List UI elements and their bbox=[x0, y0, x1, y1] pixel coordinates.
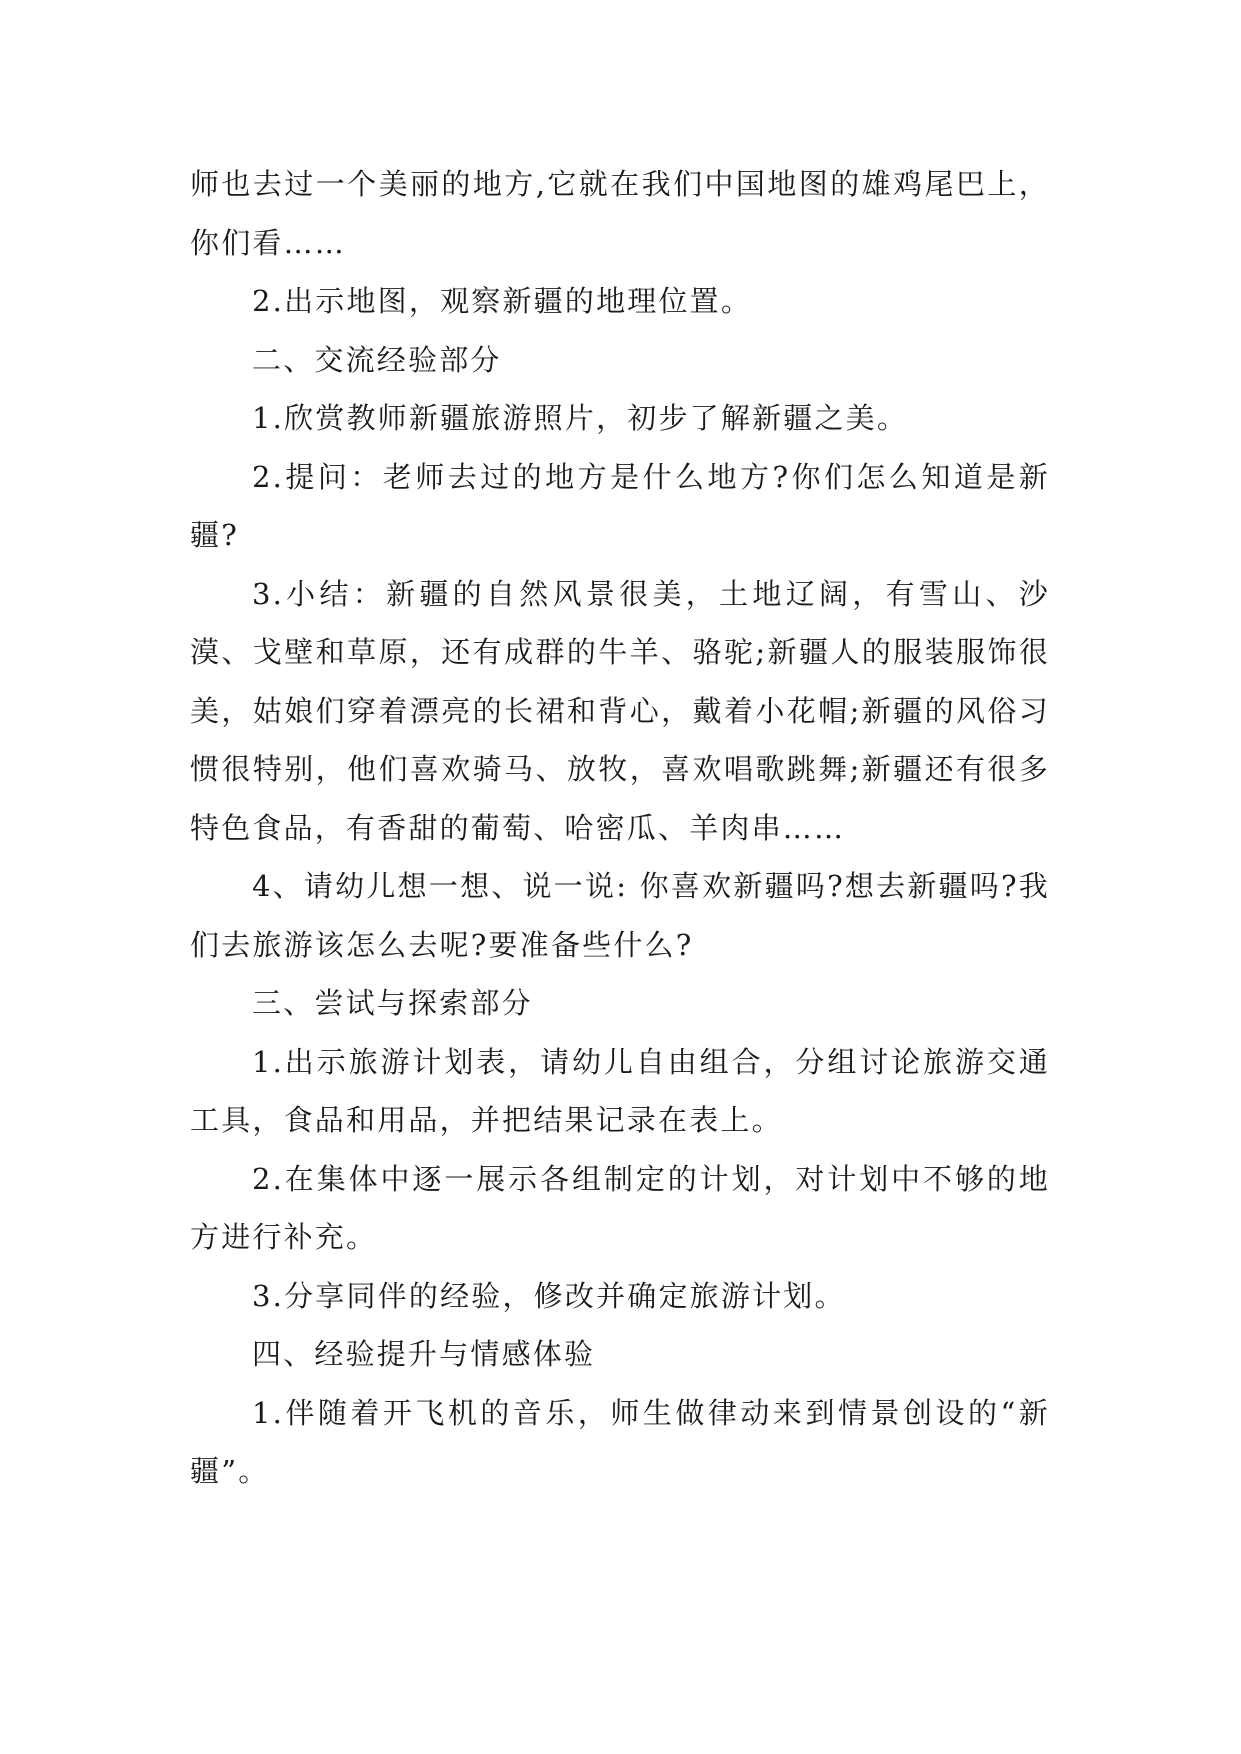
paragraph: 3.小结：新疆的自然风景很美，土地辽阔，有雪山、沙漠、戈壁和草原，还有成群的牛羊、骆驼;新疆人的服装服饰很美，姑娘们穿着漂亮的长裙和背心，戴着小花帽;新疆的风俗习惯很特别，他们喜欢骑马、放牧，喜欢唱歌跳舞;新疆还有很多特色食品，有香甜的葡萄、哈密瓜、羊肉串…… bbox=[190, 576, 1050, 845]
section-heading: 二、交流经验部分 bbox=[252, 342, 502, 377]
paragraph: 1.伴随着开飞机的音乐，师生做律动来到情景创设的“新疆”。 bbox=[190, 1395, 1050, 1488]
paragraph: 2.提问：老师去过的地方是什么地方?你们怎么知道是新疆? bbox=[190, 459, 1050, 552]
paragraph: 1.欣赏教师新疆旅游照片，初步了解新疆之美。 bbox=[252, 401, 909, 435]
paragraph: 2.出示地图，观察新疆的地理位置。 bbox=[252, 284, 753, 318]
paragraph: 1.出示旅游计划表，请幼儿自由组合，分组讨论旅游交通工具，食品和用品，并把结果记录在表上。 bbox=[190, 1044, 1050, 1137]
paragraph: 师也去过一个美丽的地方,它就在我们中国地图的雄鸡尾巴上，你们看…… bbox=[190, 167, 1050, 260]
section-heading: 四、经验提升与情感体验 bbox=[252, 1337, 596, 1371]
document-body bbox=[190, 155, 1050, 1501]
paragraph: 2.在集体中逐一展示各组制定的计划，对计划中不够的地方进行补充。 bbox=[190, 1161, 1050, 1254]
paragraph: 3.分享同伴的经验，修改并确定旅游计划。 bbox=[252, 1278, 846, 1313]
section-heading: 三、尝试与探索部分 bbox=[252, 986, 533, 1020]
paragraph: 4、请幼儿想一想、说一说: 你喜欢新疆吗?想去新疆吗?我们去旅游该怎么去呢?要准备些什么? bbox=[190, 869, 1050, 962]
